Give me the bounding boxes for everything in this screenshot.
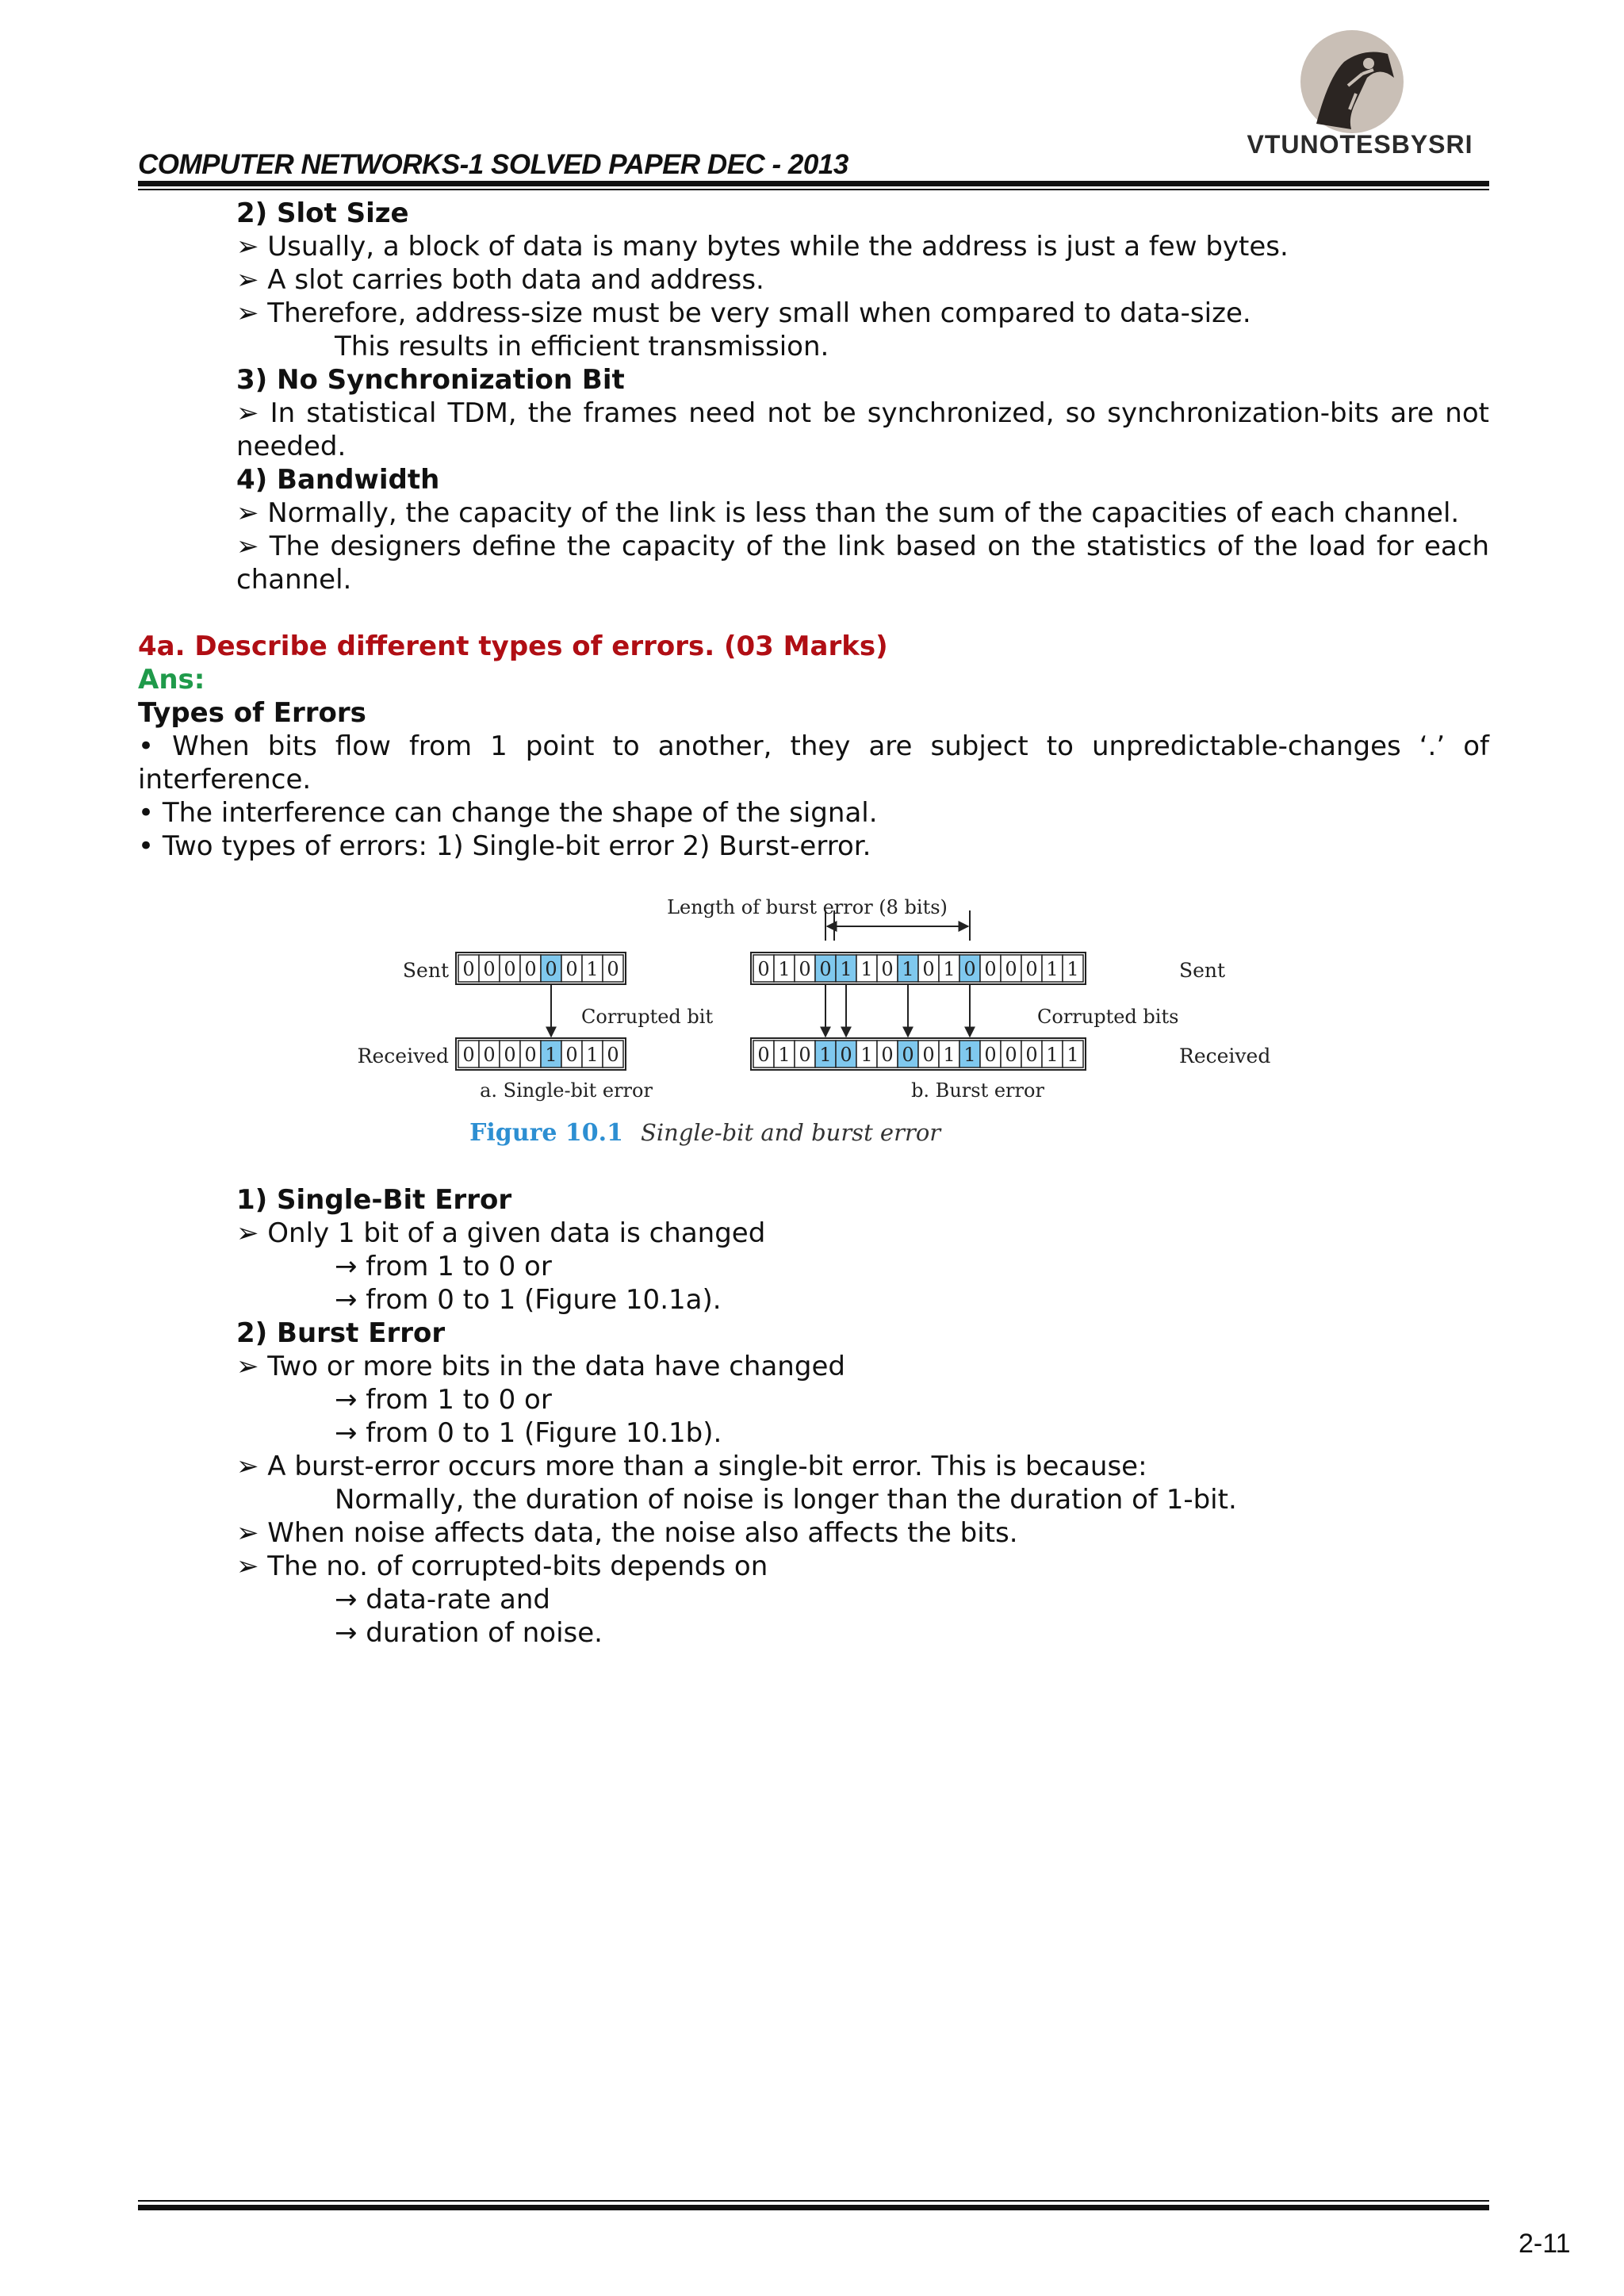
burst-arrow-3: → data-rate and (335, 1584, 550, 1616)
types-para-1-line-1: • When bits flow from 1 point to another, they are subject to unpredictable-changes ‘.’ of (138, 730, 1489, 762)
burst-received-bit: 0 (922, 1044, 935, 1066)
label-received-single: Received (357, 1045, 449, 1068)
single-received-row (456, 1038, 626, 1070)
burst-received-bit: 0 (840, 1044, 852, 1066)
burst-received-bit: 0 (902, 1044, 914, 1066)
no-sync-bullet-line-2: needed. (236, 431, 347, 462)
single-bit-arrow-2: → from 0 to 1 (Figure 10.1a). (335, 1284, 722, 1316)
burst-sent-bit: 0 (799, 958, 811, 980)
burst-received-bit: 1 (1067, 1044, 1079, 1066)
brand-name: VTUNOTESBYSRI (1247, 130, 1473, 159)
page-header-title: COMPUTER NETWORKS-1 SOLVED PAPER DEC - 2013 (138, 149, 848, 180)
burst-arrow-4: → duration of noise. (335, 1617, 603, 1649)
header-rule-thin (138, 189, 1489, 190)
single-sent-row (456, 953, 626, 984)
burst-received-bit: 0 (881, 1044, 894, 1066)
single-received-bit: 0 (565, 1044, 578, 1066)
heading-single-bit-error: 1) Single-Bit Error (236, 1184, 512, 1216)
burst-received-bit: 1 (860, 1044, 873, 1066)
single-received-bit: 0 (524, 1044, 537, 1066)
label-sent-single: Sent (402, 959, 449, 982)
answer-label: Ans: (138, 664, 205, 696)
heading-burst-error: 2) Burst Error (236, 1317, 446, 1349)
burst-sent-bit: 1 (778, 958, 791, 980)
heading-bandwidth: 4) Bandwidth (236, 464, 440, 496)
burst-received-bit: 0 (1025, 1044, 1038, 1066)
heading-slot-size: 2) Slot Size (236, 197, 409, 229)
burst-arrow-2: → from 0 to 1 (Figure 10.1b). (335, 1417, 722, 1449)
figure-title: Single-bit and burst error (641, 1119, 941, 1146)
burst-sent-bit: 0 (1005, 958, 1017, 980)
single-received-bit: 1 (586, 1044, 599, 1066)
burst-sent-bit: 1 (902, 958, 914, 980)
logo (1300, 30, 1404, 133)
burst-bullet-3: ➢ When noise affects data, the noise also affects the bits. (236, 1517, 1018, 1549)
burst-bullet-2: ➢ A burst-error occurs more than a single-bit error. This is because: (236, 1451, 1147, 1482)
burst-received-bit: 0 (757, 1044, 770, 1066)
burst-received-bit: 1 (1046, 1044, 1059, 1066)
single-received-bit: 0 (504, 1044, 516, 1066)
label-corrupted-bit: Corrupted bit (581, 1006, 714, 1028)
burst-sent-bit: 0 (963, 958, 976, 980)
bandwidth-bullet-2-line-1: ➢ The designers define the capacity of the link based on the statistics of the load for each (236, 531, 1489, 562)
caption-single-bit: a. Single-bit error (480, 1079, 653, 1102)
single-sent-bit: 0 (607, 958, 619, 980)
burst-received-bit: 1 (778, 1044, 791, 1066)
burst-received-bit: 1 (819, 1044, 832, 1066)
burst-sent-bit: 0 (922, 958, 935, 980)
single-sent-bit: 0 (524, 958, 537, 980)
burst-bullet-4: ➢ The no. of corrupted-bits depends on (236, 1550, 768, 1582)
burst-sent-bit: 0 (1025, 958, 1038, 980)
burst-received-bit: 0 (1005, 1044, 1017, 1066)
figure-single-bit-and-burst-error (349, 888, 1285, 1158)
burst-received-bit: 1 (943, 1044, 956, 1066)
burst-bullet-2-sub: Normally, the duration of noise is longer than the duration of 1-bit. (335, 1484, 1237, 1516)
single-sent-bit: 0 (483, 958, 496, 980)
slot-size-bullet-1: ➢ Usually, a block of data is many bytes while the address is just a few bytes. (236, 231, 1289, 263)
burst-received-bit: 0 (799, 1044, 811, 1066)
single-received-bit: 1 (545, 1044, 557, 1066)
heading-types-of-errors: Types of Errors (138, 697, 366, 729)
single-received-bit: 0 (462, 1044, 475, 1066)
question-4a: 4a. Describe different types of errors. (03 Marks) (138, 631, 888, 662)
label-corrupted-bits: Corrupted bits (1037, 1006, 1179, 1028)
burst-received-bit: 1 (963, 1044, 976, 1066)
burst-sent-bit: 1 (943, 958, 956, 980)
types-para-3: • Two types of errors: 1) Single-bit error 2) Burst-error. (138, 830, 871, 862)
burst-received-bit: 0 (984, 1044, 997, 1066)
heading-no-sync: 3) No Synchronization Bit (236, 364, 625, 396)
burst-sent-bit: 0 (757, 958, 770, 980)
climber-logo-icon (1300, 30, 1404, 133)
header-rule-thick (138, 181, 1489, 186)
bandwidth-bullet-2-line-2: channel. (236, 564, 352, 596)
burst-sent-bit: 1 (1046, 958, 1059, 980)
burst-sent-bit: 0 (984, 958, 997, 980)
no-sync-bullet-line-1: ➢ In statistical TDM, the frames need not be synchronized, so synchronization-bits are not (236, 397, 1489, 429)
single-bit-arrow-1: → from 1 to 0 or (335, 1251, 552, 1282)
figure-number: Figure 10.1 (469, 1119, 623, 1147)
footer-rule-thick (138, 2205, 1489, 2210)
footer-rule-thin (138, 2200, 1489, 2202)
types-para-2: • The interference can change the shape of the signal. (138, 797, 878, 829)
slot-size-bullet-2: ➢ A slot carries both data and address. (236, 264, 764, 296)
burst-sent-bit: 0 (881, 958, 894, 980)
single-sent-bit: 0 (565, 958, 578, 980)
page-number: 2-11 (1519, 2229, 1571, 2259)
single-sent-bit: 0 (462, 958, 475, 980)
single-sent-bit: 1 (586, 958, 599, 980)
burst-sent-bit: 1 (1067, 958, 1079, 980)
burst-arrow-1: → from 1 to 0 or (335, 1384, 552, 1416)
single-sent-bit: 0 (545, 958, 557, 980)
burst-received-row (751, 1038, 1086, 1070)
single-received-bit: 0 (607, 1044, 619, 1066)
slot-size-sub: This results in efficient transmission. (335, 331, 829, 362)
slot-size-bullet-3: ➢ Therefore, address-size must be very small when compared to data-size. (236, 297, 1251, 329)
burst-sent-bit: 1 (840, 958, 852, 980)
label-burst-length: Length of burst error (8 bits) (667, 896, 948, 918)
burst-sent-bit: 1 (860, 958, 873, 980)
single-sent-bit: 0 (504, 958, 516, 980)
single-bit-bullet-1: ➢ Only 1 bit of a given data is changed (236, 1217, 766, 1249)
single-received-bit: 0 (483, 1044, 496, 1066)
burst-sent-row (751, 953, 1086, 984)
burst-sent-bit: 0 (819, 958, 832, 980)
label-received-burst: Received (1179, 1045, 1271, 1068)
types-para-1-line-2: interference. (138, 764, 312, 795)
burst-bullet-1: ➢ Two or more bits in the data have changed (236, 1351, 845, 1382)
caption-burst: b. Burst error (911, 1079, 1044, 1102)
bandwidth-bullet-1: ➢ Normally, the capacity of the link is less than the sum of the capacities of each channel. (236, 497, 1460, 529)
label-sent-burst: Sent (1179, 959, 1226, 982)
